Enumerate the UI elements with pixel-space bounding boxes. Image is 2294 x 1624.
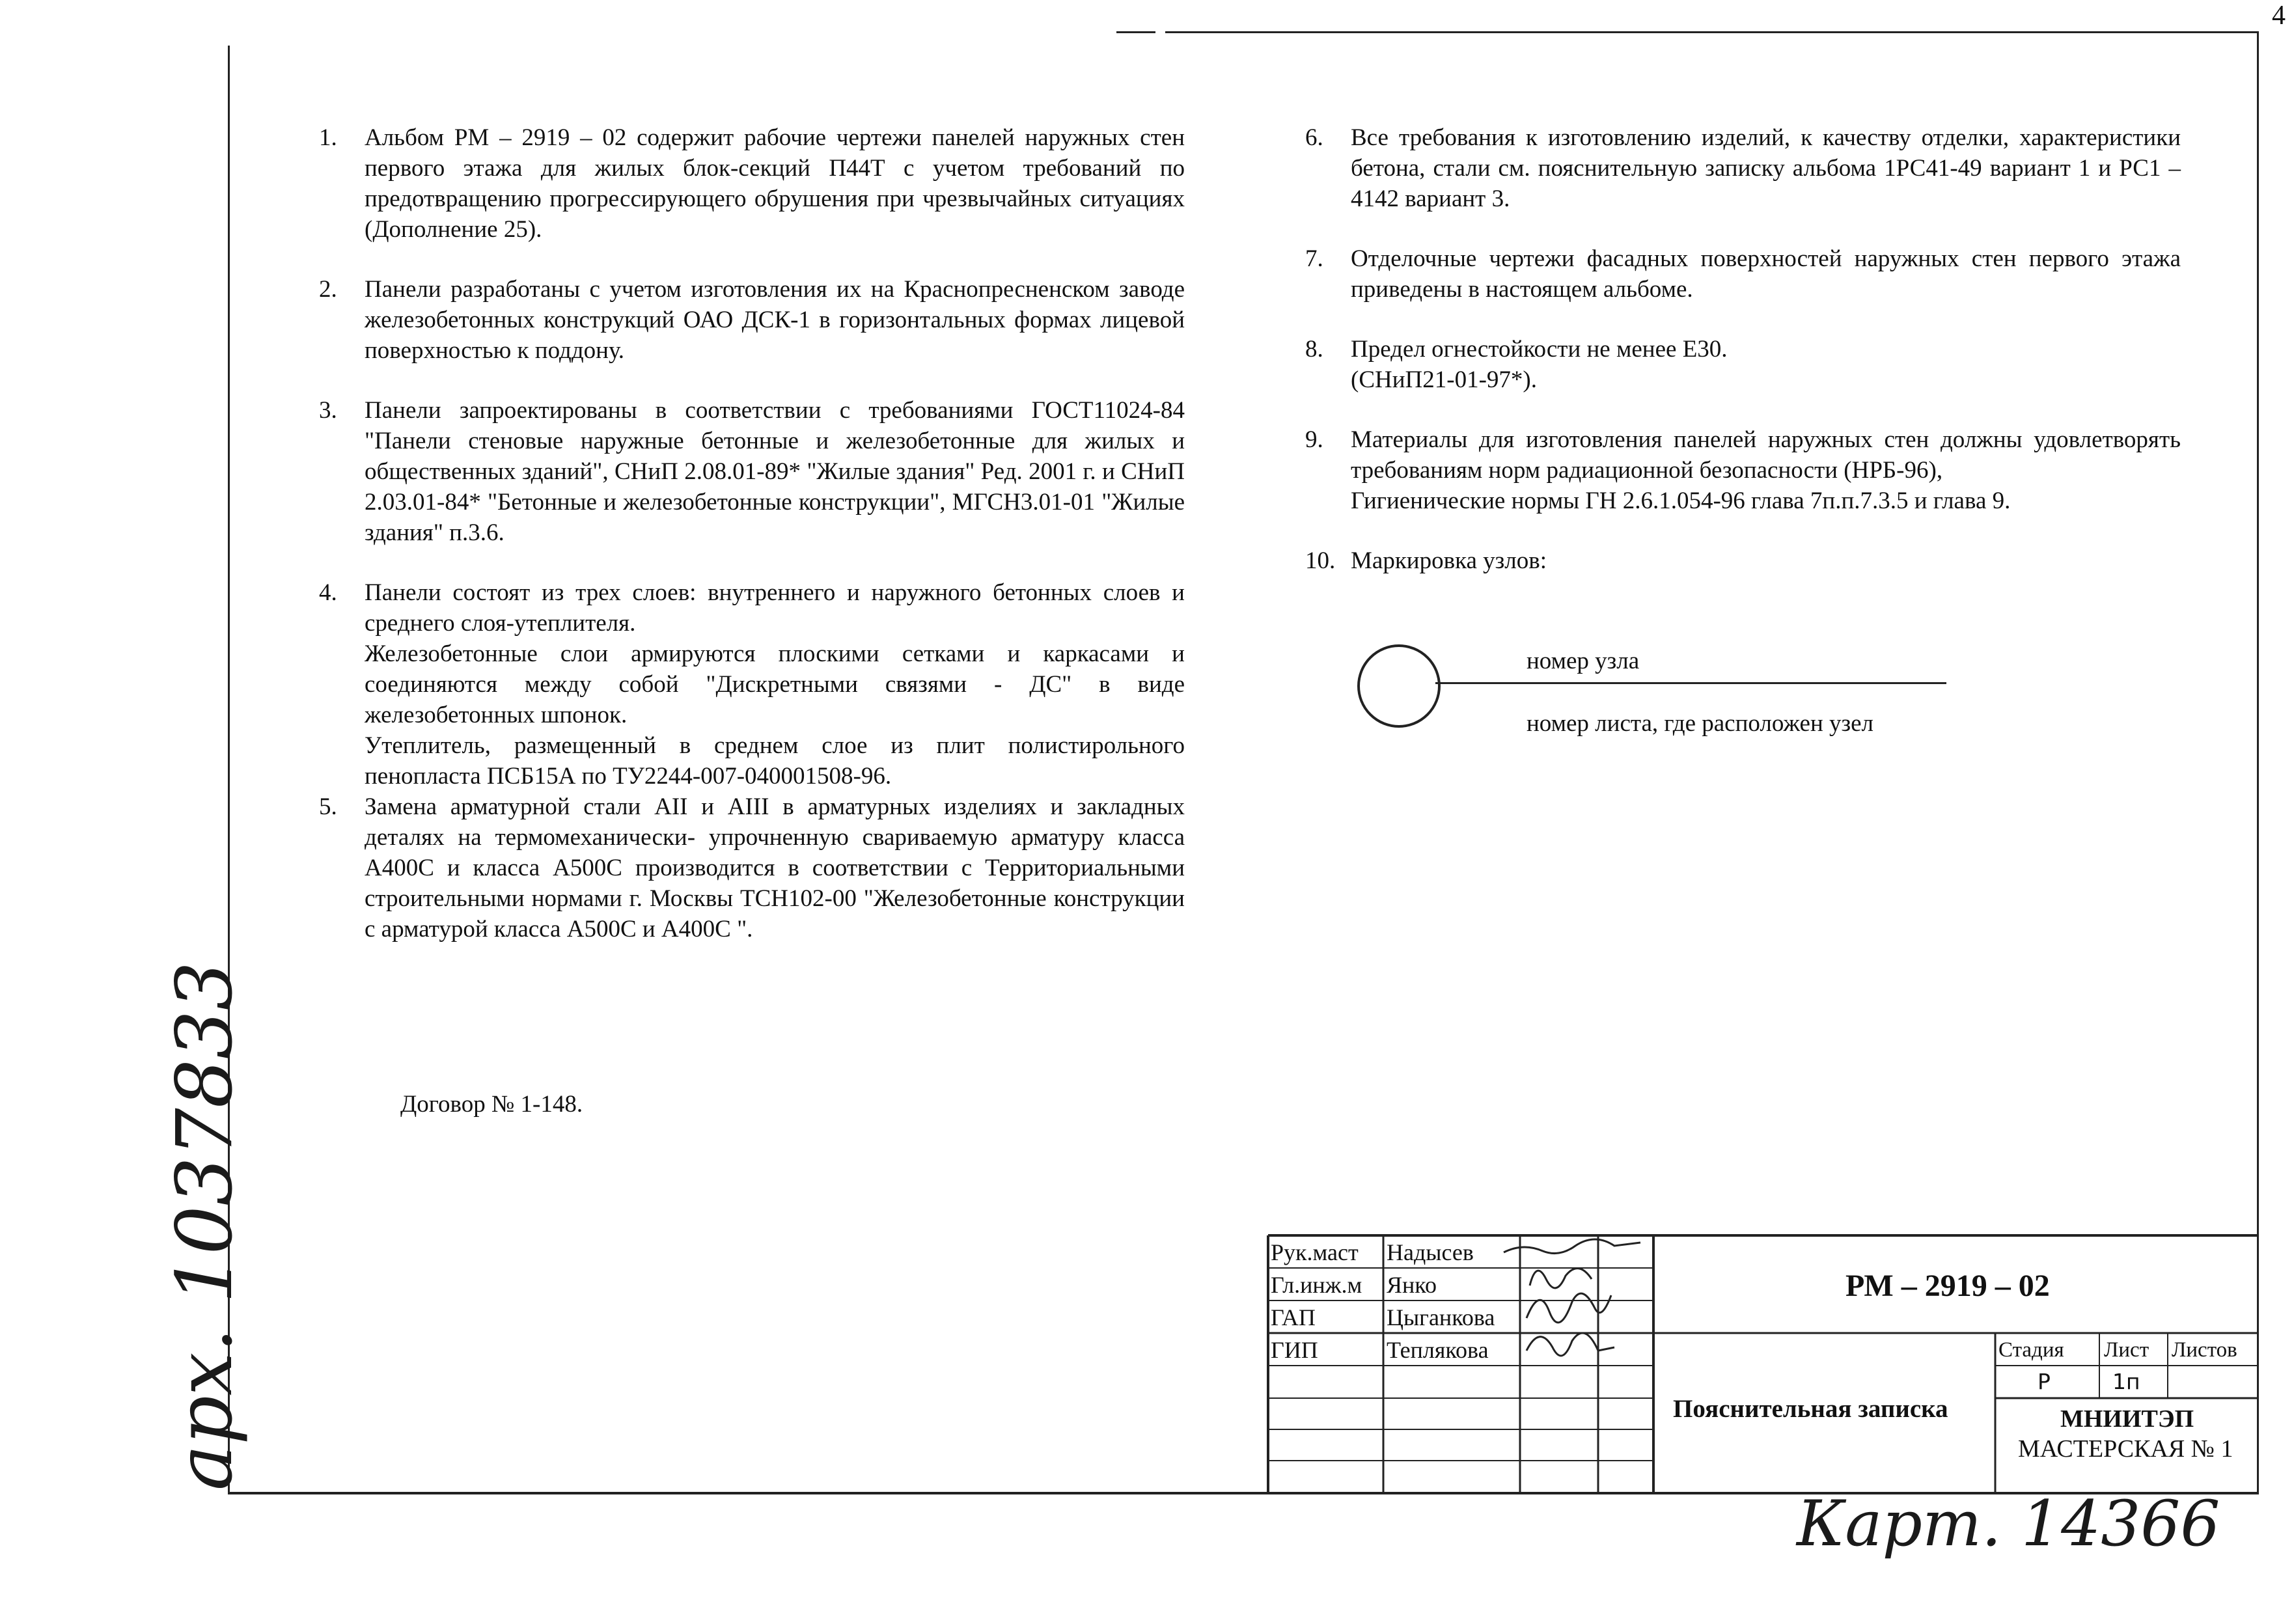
note-number: 2. [319,276,337,303]
sheets-header: Листов [2172,1338,2237,1362]
note-text: Панели разработаны с учетом изготовления их на Краснопресненском заводе железобетонных конструкций ОАО ДСК-1 в горизонтальных формах лицевой поверхностью к поддону. [365,276,1185,364]
stamp-role: Рук.маст [1271,1239,1359,1265]
note-text: Гигиенические нормы ГН 2.6.1.054-96 глава 7п.п.7.3.5 и глава 9. [1351,488,2011,514]
note-number: 8. [1305,336,1323,363]
note-number: 6. [1305,124,1323,151]
note-text: Утеплитель, размещенный в среднем слое из плит полистирольного пенопласта ПСБ15А по ТУ2244-007-040001508-96. [365,732,1185,790]
stage-value: Р [2038,1369,2051,1394]
note-number: 4. [319,579,337,606]
note-text: Маркировка узлов: [1351,547,1547,574]
stamp-name: Теплякова [1387,1337,1489,1363]
stamp-name: Надысев [1387,1239,1474,1265]
note-number: 3. [319,397,337,424]
signature-strokes [1504,1239,1640,1356]
note-text: Альбом РМ – 2919 – 02 содержит рабочие чертежи панелей наружных стен первого этажа для жилых блок-секций П44Т с учетом требований по предотвращению прогрессирующего обрушения при чрезвычайных ситуациях (Дополнение 25). [365,124,1185,243]
stamp-name: Янко [1387,1272,1437,1298]
stage-header: Стадия [1998,1338,2064,1362]
note-text: (СНиП21-01-97*). [1351,366,1537,393]
sheet-value: 1п [2112,1369,2140,1394]
note-text: Отделочные чертежи фасадных поверхностей наружных стен первого этажа приведены в настоящем альбоме. [1351,245,2181,303]
card-number-handwritten: Карт. 14366 [1797,1487,2220,1560]
note-text: Материалы для изготовления панелей наружных стен должны удовлетворять требованиям норм радиационной безопасности (НРБ-96), [1351,426,2181,484]
note-text: Все требования к изготовлению изделий, к качеству отделки, характеристики бетона, стали см. пояснительную записку альбома 1РС41-49 вариант 1 и РС1 – 4142 вариант 3. [1351,124,2181,212]
note-text: Панели состоят из трех слоев: внутреннего и наружного бетонных слоев и среднего слоя-утеплителя. [365,579,1185,637]
sheet-header: Лист [2104,1338,2149,1362]
archive-number-handwritten: арх. 1037833 [159,961,249,1491]
note-text: Панели запроектированы в соответствии с требованиями ГОСТ11024-84 "Панели стеновые наружные бетонные и железобетонные для жилых и общественных зданий", СНиП 2.08.01-89* "Жилые здания" Ред. 2001 г. и СНиП 2.03.01-84* "Бетонные и железобетонные конструкции", МГСН3.01-01 "Жилые здания" п.3.6. [365,397,1185,546]
document-title: Пояснительная записка [1673,1395,1948,1423]
note-text: Предел огнестойкости не менее Е30. [1351,336,1728,363]
organization-name: МНИИТЭП [2060,1405,2194,1433]
note-text: Замена арматурной стали АII и АIII в арматурных изделиях и закладных деталях на термомеханически- упрочненную свариваемую арматуру класса А400С и класса А500С производится в соответствии с Территориальными строительными нормами г. Москвы ТСН102-00 "Железобетонные конструкции с арматурой класса А500С и А400С ". [365,793,1185,943]
stamp-name: Цыганкова [1387,1304,1495,1330]
node-number-label: номер узла [1527,648,1640,674]
document-code: РМ – 2919 – 02 [1845,1269,2050,1303]
stamp-role: Гл.инж.м [1271,1272,1362,1298]
note-number: 5. [319,793,337,820]
note-number: 1. [319,124,337,151]
node-sheet-label: номер листа, где расположен узел [1527,710,1873,737]
contract-number: Договор № 1-148. [400,1091,583,1118]
note-number: 9. [1305,426,1323,453]
stamp-role: ГИП [1271,1337,1318,1363]
stamp-role: ГАП [1271,1304,1316,1330]
page-number: 4 [2272,1,2286,31]
note-number: 10. [1305,547,1336,574]
note-text: Железобетонные слои армируются плоскими сетками и каркасами и соединяются между собой "Дискретными связями - ДС" в виде железобетонных шпонок. [365,640,1185,728]
organization-workshop: МАСТЕРСКАЯ № 1 [2018,1435,2233,1463]
note-number: 7. [1305,245,1323,272]
